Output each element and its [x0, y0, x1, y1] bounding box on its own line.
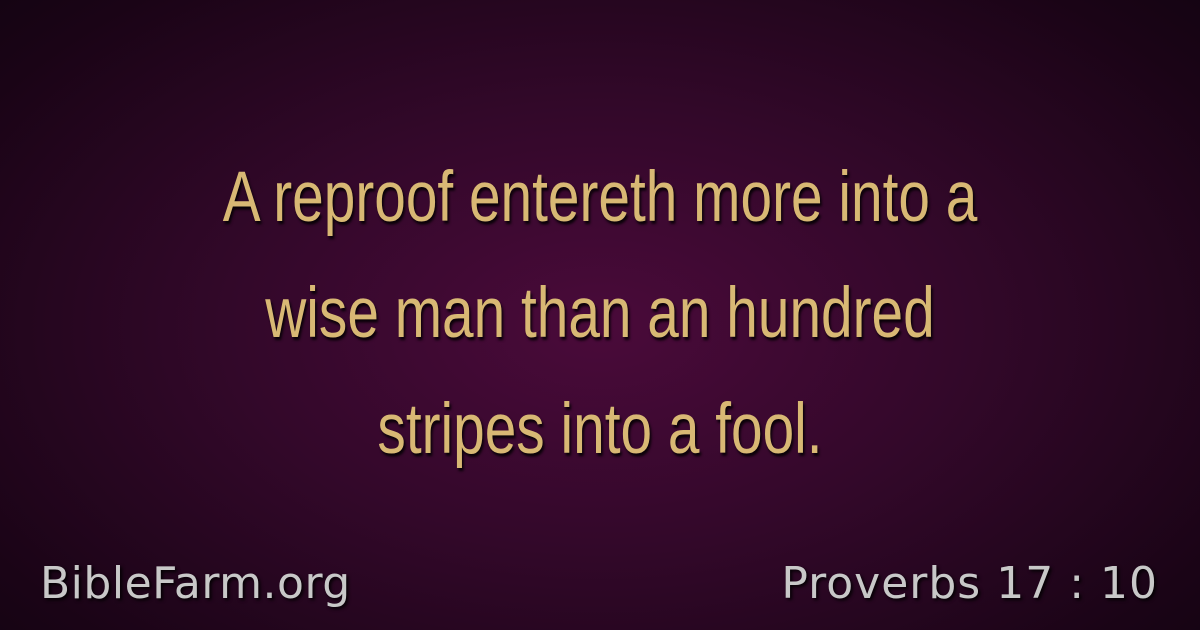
verse-line-2: wise man than an hundred [265, 274, 935, 353]
site-watermark: BibleFarm.org [40, 558, 351, 609]
verse-line-3: stripes into a fool. [377, 390, 823, 469]
verse-line-1: A reproof entereth more into a [222, 158, 978, 237]
verse-reference: Proverbs 17 : 10 [781, 558, 1158, 609]
verse-text [168, 140, 1032, 488]
